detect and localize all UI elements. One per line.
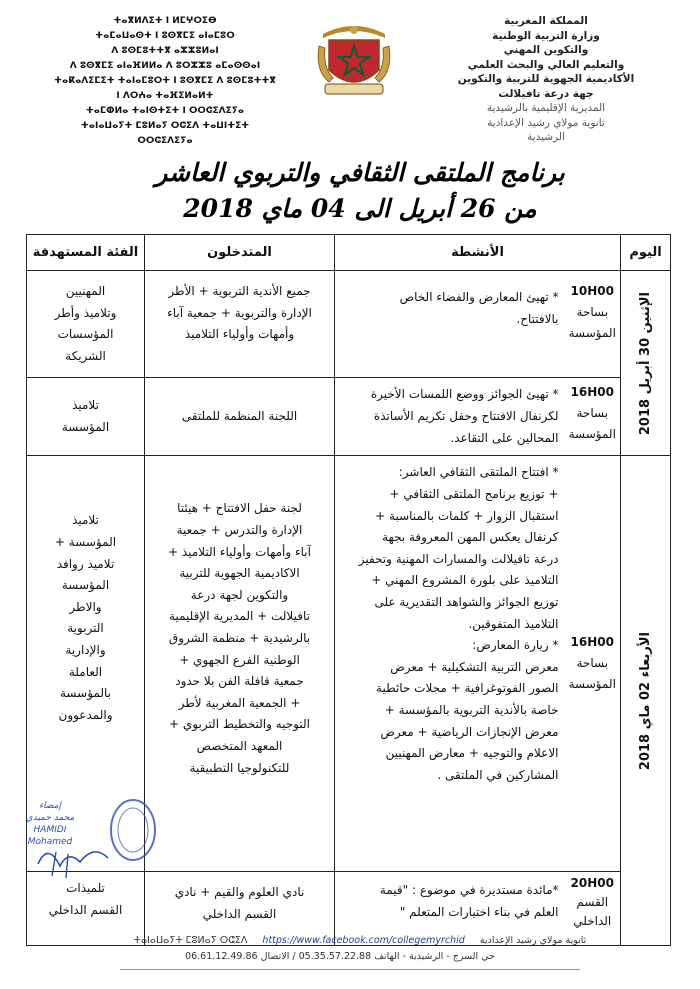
participant-line: الإدارة والتربوية + جمعية آباء bbox=[167, 305, 312, 320]
tifinagh-line: ⵜⴰⵎⴰⵡⴰⵙⵜ ⵏ ⵓⵙⴳⵎⵉ ⴰⵏⴰⵎⵓⵔ bbox=[95, 31, 235, 41]
participant-line: + الجمعية المغربية لأطر bbox=[178, 695, 301, 710]
header-participants: المتدخلون bbox=[145, 235, 335, 271]
time-cell bbox=[565, 456, 621, 872]
place-line: بساحة bbox=[576, 305, 609, 319]
activity-line: *مائدة مستديرة في موضوع : "قيمة bbox=[379, 883, 559, 898]
place-line: المؤسسة bbox=[568, 326, 616, 340]
activities-cell bbox=[335, 378, 565, 456]
activity-line: خاصة بالأندية التربوية بالمؤسسة + bbox=[384, 702, 559, 717]
place-line: المؤسسة bbox=[568, 427, 616, 442]
activity-line: التلاميذ المتفوقين. bbox=[468, 616, 559, 631]
table-row bbox=[27, 271, 671, 378]
target-line: تلميذات bbox=[66, 881, 105, 896]
participant-line: اللجنة المنظمة للملتقى bbox=[181, 409, 298, 424]
target-line: الشريكة bbox=[65, 348, 106, 363]
activity-line: * افتتاح الملتقى الثقافي العاشر: bbox=[398, 465, 559, 480]
target-line: تلاميذ bbox=[72, 513, 99, 528]
activities-cell bbox=[335, 456, 565, 872]
place-line: بساحة bbox=[576, 406, 609, 421]
tifinagh-line: ⵏ ⴷⵔⵄⴰ ⵜⴰⴼⵉⵍⴰⵍⵜ bbox=[116, 91, 214, 101]
signature-text bbox=[10, 800, 90, 848]
target-line: تلاميذ bbox=[72, 398, 99, 413]
activity-line: معرض التربية التشكيلية + معرض bbox=[390, 659, 559, 674]
place-line: بساحة bbox=[576, 656, 609, 671]
footer-mobile-label: / الاتصال bbox=[260, 951, 296, 962]
activity-line: لكرنفال الافتتاح وحفل تكريم الأساتذة bbox=[373, 408, 559, 423]
participant-line: الإدارة والتدرس + جمعية bbox=[176, 522, 303, 537]
target-line: والمدعوون bbox=[58, 707, 113, 722]
tifinagh-line: ⵜⴰⴳⵍⴷⵉⵜ ⵏ ⵍⵎⵖⵔⵉⴱ bbox=[113, 16, 217, 26]
activity-line: الصور الفوتوغرافية + مجلات حائطية bbox=[376, 681, 559, 696]
tifinagh-line: ⵜⴰⵏⴰⵡⴰⵢⵜ ⵎⵓⵍⴰⵢ ⵔⵛⵉⴷ ⵜⴰⵡⵏⵜⵉⵜ bbox=[80, 121, 250, 131]
activity-line: درعة تافيلالت والمسارات المهنية وتحفيز bbox=[358, 551, 559, 566]
time-value: 16H00 bbox=[570, 635, 614, 650]
target-line: المهنيين bbox=[65, 284, 106, 298]
participant-line: تافيلالت + المديرية الإقليمية bbox=[169, 609, 310, 624]
target-line: المؤسسة bbox=[61, 578, 110, 593]
signature-line: HAMIDI Mohamed bbox=[27, 825, 73, 847]
footer-phone: 05.35.57.22.88 bbox=[298, 951, 372, 962]
tifinagh-line: ⴷ ⵓⵙⴳⵎⵉ ⴰⵏⴰⴼⵍⵍⴰ ⴷ ⵓⵔⵣⵣⵓ ⴰⵎⴰⵙⵙⴰⵏ bbox=[69, 61, 261, 71]
footer-mobile: 06.61.12.49.86 bbox=[185, 951, 258, 962]
target-line: والاطر bbox=[69, 599, 102, 614]
tifinagh-line: ⵜⴰⵎⵀⵍⴰ ⵜⴰⵏⵙⵜⵉⵜ ⵏ ⵔⵔⵛⵉⴷⵉⵢⴰ bbox=[85, 106, 245, 116]
table-row bbox=[27, 378, 671, 456]
footer-contact-line bbox=[100, 935, 620, 946]
participants-cell bbox=[145, 456, 335, 872]
activity-line: التلاميذ على بلورة المشروع المهني + bbox=[371, 573, 559, 588]
header-activities: الأنشطة bbox=[335, 235, 621, 271]
header-target: الفئة المستهدفة bbox=[27, 235, 145, 271]
target-line: تلاميذ روافد bbox=[56, 556, 115, 571]
time-cell bbox=[565, 271, 621, 378]
target-cell bbox=[27, 271, 145, 378]
participant-line: لجنة حفل الافتتاح + هيئتا bbox=[177, 501, 302, 516]
footer-address-line bbox=[160, 951, 520, 962]
arabic-line: الرشيدية bbox=[527, 131, 565, 143]
tifinagh-heading bbox=[40, 14, 290, 149]
place-line: المؤسسة bbox=[568, 677, 616, 692]
tifinagh-line: ⴷ ⵓⵙⵎⵓⵜⵜⴳ ⴰⵣⵣⵓⵍⴰⵏ bbox=[111, 46, 219, 56]
activity-line: استقبال الزوار + كلمات بالمناسبة + bbox=[375, 508, 559, 523]
target-line: المؤسسة bbox=[61, 419, 110, 434]
activity-line: * تهيئ المعارض والفضاء الخاص bbox=[399, 290, 559, 304]
activity-line: بالافتتاح. bbox=[516, 311, 559, 326]
time-value: 20H00 bbox=[570, 876, 614, 891]
footer-address: حي السرج - الرشيدية - الهاتف bbox=[374, 951, 495, 962]
tifinagh-line: ⵜⴰⴽⴰⴷⵉⵎⵉⵜ ⵜⴰⵏⴰⵎⵓⵔⵜ ⵏ ⵓⵙⴳⵎⵉ ⴷ ⵓⵙⵎⵓⵜⵜⴳ bbox=[54, 76, 276, 86]
header-day: اليوم bbox=[621, 235, 671, 271]
footer-school-name: ثانوية مولاي رشيد الإعدادية bbox=[479, 935, 587, 946]
tifinagh-line: ⵔⵔⵛⵉⴷⵉⵢⴰ bbox=[137, 136, 193, 146]
time-value: 16H00 bbox=[570, 385, 614, 400]
arabic-line: المديرية الإقليمية بالرشيدية bbox=[486, 102, 606, 114]
activities-cell bbox=[335, 271, 565, 378]
activity-line: معرض الإنجازات الرياضية + معرض bbox=[380, 724, 559, 739]
day-label: الأربعاء 02 ماي 2018 bbox=[638, 631, 654, 770]
document-header bbox=[0, 0, 700, 150]
arabic-line: جهة درعة تافيلالت bbox=[498, 87, 594, 100]
document-title: برنامج الملتقى الثقافي والتربوي العاشر bbox=[155, 158, 565, 187]
arabic-line: ثانوية مولاي رشيد الإعدادية bbox=[487, 116, 605, 129]
arabic-heading bbox=[416, 14, 676, 145]
participant-line: التوجيه والتخطيط التربوي + bbox=[169, 717, 310, 732]
participant-line: جميع الأندية التربوية + الأطر bbox=[168, 284, 311, 298]
document-footer bbox=[0, 935, 700, 989]
activity-line: المحالين على التقاعد. bbox=[450, 430, 559, 445]
participant-line: آباء وأمهات وأولياء التلاميذ + bbox=[168, 544, 311, 559]
target-line: والإدارية bbox=[65, 642, 106, 657]
participant-line: القسم الداخلي bbox=[202, 906, 277, 921]
arabic-line: المملكة المغربية bbox=[504, 15, 588, 27]
activity-line: * تهيئ الجوائز ووضع اللمسات الأخيرة bbox=[370, 387, 559, 402]
participant-line: بالرشيدية + منظمة الشروق bbox=[168, 630, 311, 645]
target-cell bbox=[27, 378, 145, 456]
footer-divider bbox=[120, 969, 580, 970]
document-subtitle-dates: من 26 أبريل الى 04 ماي 2018 bbox=[183, 194, 537, 223]
arabic-line: وزارة التربية الوطنية bbox=[492, 29, 600, 42]
table-header-row bbox=[27, 235, 671, 271]
activity-line: توزيع الجوائز والشواهد التقديرية على bbox=[374, 594, 559, 609]
participant-line: جمعية قافلة الفن بلا حدود bbox=[175, 674, 304, 689]
arabic-line: والتعليم العالي والبحث العلمي bbox=[467, 58, 625, 71]
moroccan-coat-of-arms-icon bbox=[315, 16, 393, 100]
signature-line: محمد حميدي bbox=[25, 813, 75, 823]
activity-line: الاعلام والتوجيه + معارض المهنيين bbox=[385, 746, 559, 761]
footer-tifinagh: ⵜⴰⵏⴰⵡⴰⵢⵜ ⵎⵓⵍⴰⵢ ⵔⵛⵉⴷ bbox=[133, 935, 248, 946]
participant-line: والتكوين لجهة درعة bbox=[190, 587, 289, 602]
time-cell bbox=[565, 378, 621, 456]
activity-line: كرنفال يعكس المهن المعروفة بجهة bbox=[382, 530, 559, 545]
participant-line: نادي العلوم والقيم + نادي bbox=[174, 885, 305, 900]
activity-line: + توزيع برنامج الملتقى الثقافي + bbox=[389, 486, 559, 501]
target-line: بالمؤسسة bbox=[60, 686, 111, 701]
activity-line: العلم في بناء اختيارات المتعلم " bbox=[399, 904, 559, 919]
target-line: القسم الداخلي bbox=[48, 902, 123, 917]
target-line: العاملة bbox=[68, 664, 103, 679]
signature-line: إمضاء bbox=[38, 801, 62, 811]
activity-line: المشاركين في الملتقى . bbox=[437, 767, 559, 782]
day-cell bbox=[621, 456, 671, 946]
arabic-line: والتكوين المهني bbox=[503, 44, 589, 56]
participant-line: الاكاديمية الجهوية للتربية bbox=[179, 566, 300, 581]
participant-line: الوطنية الفرع الجهوي + bbox=[179, 652, 300, 667]
target-line: المؤسسات bbox=[57, 327, 114, 342]
participant-line: المعهد المتخصص bbox=[196, 738, 283, 753]
target-line: المؤسسة + bbox=[54, 534, 117, 549]
place-line: الداخلي bbox=[573, 914, 612, 929]
facebook-link[interactable]: https://www.facebook.com/collegemyrchid bbox=[262, 935, 465, 946]
participant-line: وأمهات وأولياء التلاميذ bbox=[184, 327, 295, 342]
target-line: التربوية bbox=[67, 621, 104, 636]
place-line: القسم bbox=[576, 895, 609, 910]
time-value: 10H00 bbox=[570, 284, 614, 298]
participants-cell bbox=[145, 378, 335, 456]
target-line: وتلاميذ وأطر bbox=[54, 305, 117, 320]
arabic-line: الأكاديمية الجهوية للتربية والتكوين bbox=[457, 73, 635, 85]
day-label: الإثنين 30 أبريل 2018 bbox=[638, 291, 654, 435]
participants-cell bbox=[145, 271, 335, 378]
participant-line: للتكنولوجيا التطبيقية bbox=[189, 760, 290, 775]
day-cell bbox=[621, 271, 671, 456]
activity-line: * زيارة المعارض: bbox=[472, 638, 559, 653]
